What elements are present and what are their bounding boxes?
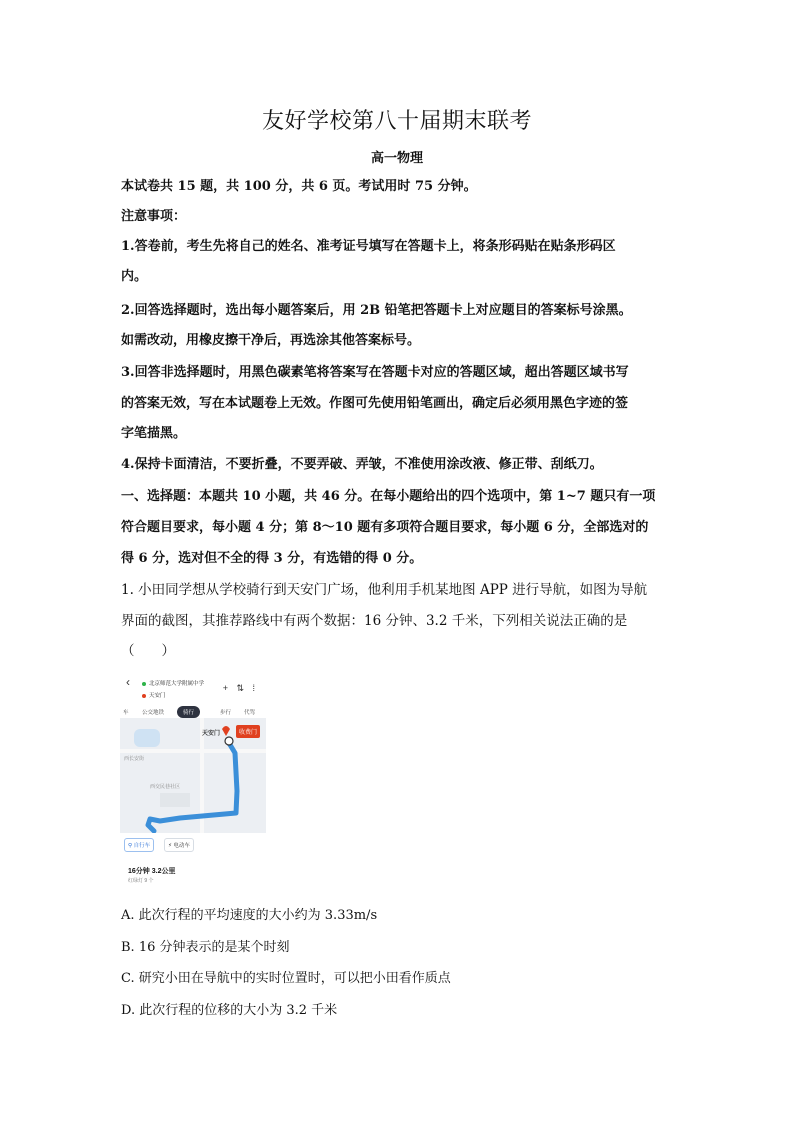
question-1-stem-line-2: 界面的截图，其推荐路线中有两个数据：16 分钟、3.2 千米，下列相关说法正确的是 bbox=[121, 613, 628, 629]
start-marker-icon bbox=[225, 737, 233, 745]
ebike-option-button[interactable] bbox=[164, 838, 194, 852]
question-1-stem-line-1: 1. 小田同学想从学校骑行到天安门广场，他利用手机某地图 APP 进行导航，如图为导航 bbox=[121, 582, 648, 598]
ebike-option-label: 电动车 bbox=[173, 843, 190, 849]
question-1-option-a: A. 此次行程的平均速度的大小约为 3.33m/s bbox=[121, 908, 378, 923]
origin-label: 北京师范大学附属中学 bbox=[149, 681, 205, 687]
note-1-line-2: 内。 bbox=[121, 269, 148, 284]
route-destination bbox=[142, 691, 166, 699]
tab-transit[interactable]: 公交地铁 bbox=[142, 710, 165, 716]
question-1-option-b: B. 16 分钟表示的是某个时刻 bbox=[121, 940, 290, 955]
note-3-line-2: 的答案无效，写在本试题卷上无效。作图可先使用铅笔画出，确定后必须用黑色字迹的签 bbox=[121, 396, 629, 411]
bike-option-label: 自行车 bbox=[133, 843, 151, 849]
destination-dot-icon bbox=[142, 694, 146, 698]
travel-mode-tabs bbox=[120, 706, 266, 718]
exam-subject: 高一物理 bbox=[370, 151, 423, 166]
tab-cycling[interactable]: 骑行 bbox=[177, 706, 200, 718]
origin-dot-icon bbox=[142, 682, 146, 686]
notes-heading: 注意事项： bbox=[121, 209, 187, 224]
tab-car[interactable]: 车 bbox=[123, 710, 129, 716]
map-place-label: 天安门 bbox=[202, 731, 221, 737]
tab-walking[interactable]: 步行 bbox=[220, 710, 232, 716]
back-arrow-icon[interactable]: ‹ bbox=[126, 675, 130, 689]
bike-icon: ⚲ bbox=[128, 843, 134, 849]
question-1-option-d: D. 此次行程的位移的大小为 3.2 千米 bbox=[121, 1003, 338, 1018]
route-sub-note: 红绿灯 9 个 bbox=[128, 878, 154, 884]
section-1-line-1: 一、选择题：本题共 10 小题，共 46 分。在每小题给出的四个选项中，第 1~7 题只有一项 bbox=[121, 489, 656, 504]
map-area-label: 西交民巷社区 bbox=[150, 784, 181, 790]
question-1-answer-bracket: （ ） bbox=[121, 643, 175, 659]
tab-driver[interactable]: 代驾 bbox=[244, 710, 256, 716]
navigation-map-figure bbox=[120, 673, 266, 889]
ebike-icon: ⚡ bbox=[168, 843, 174, 849]
note-4-line-1: 4.保持卡面清洁，不要折叠，不要弄破、弄皱，不准使用涂改液、修正带、刮纸刀。 bbox=[121, 457, 603, 472]
route-origin bbox=[142, 679, 204, 687]
section-1-line-3: 得 6 分，选对但不全的得 3 分，有选错的得 0 分。 bbox=[121, 551, 423, 566]
destination-label: 天安门 bbox=[149, 693, 166, 699]
bike-option-button[interactable] bbox=[124, 838, 154, 852]
route-time-distance: 16分钟 3.2公里 bbox=[128, 868, 176, 875]
note-3-line-1: 3.回答非选择题时，用黑色碳素笔将答案写在答题卡对应的答题区域，超出答题区域书写 bbox=[121, 365, 629, 380]
map-gate-tag: 收费门 bbox=[236, 725, 260, 738]
note-2-line-2: 如需改动，用橡皮擦干净后，再选涂其他答案标号。 bbox=[121, 333, 421, 348]
map-tools-icons[interactable]: + ⇅ ⁞ bbox=[222, 683, 258, 693]
exam-title: 友好学校第八十届期末联考 bbox=[261, 109, 532, 134]
note-3-line-3: 字笔描黑。 bbox=[121, 426, 187, 441]
map-street-label: 西长安街 bbox=[124, 756, 145, 762]
note-2-line-1: 2.回答选择题时，选出每小题答案后，用 2B 铅笔把答题卡上对应题目的答案标号涂黑。 bbox=[121, 303, 632, 318]
exam-summary: 本试卷共 15 题，共 100 分，共 6 页。考试用时 75 分钟。 bbox=[121, 179, 477, 194]
section-1-line-2: 符合题目要求，每小题 4 分；第 8～10 题有多项符合题目要求，每小题 6 分，全部选对的 bbox=[121, 520, 649, 535]
question-1-option-c: C. 研究小田在导航中的实时位置时，可以把小田看作质点 bbox=[121, 971, 451, 986]
note-1-line-1: 1.答卷前，考生先将自己的姓名、准考证号填写在答题卡上，将条形码贴在贴条形码区 bbox=[121, 239, 616, 254]
